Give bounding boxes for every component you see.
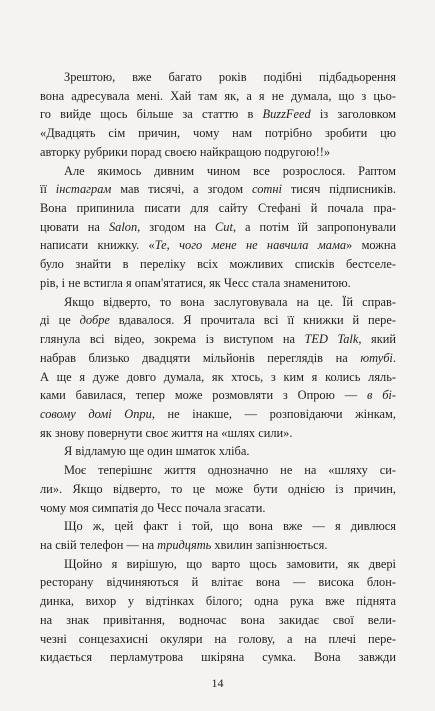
text-run: . xyxy=(392,350,396,365)
text-run: «Двадцять сім причин, чому нам потрібно зробити цю xyxy=(40,126,396,141)
italic-text: совому домі Опри xyxy=(40,406,152,421)
text-line xyxy=(40,199,396,218)
text-run: ками бавилася, тепер може розмовляти з Опрою — xyxy=(40,388,367,403)
text-run: написати книжку. « xyxy=(40,238,155,253)
italic-text: добре xyxy=(79,313,110,328)
italic-text: інстаграм xyxy=(55,182,112,197)
text-run: ли». Якщо відверто, то це може бути однією із причин, xyxy=(40,481,396,496)
text-run: на свій телефон — на xyxy=(40,537,158,552)
italic-text: тридцять xyxy=(157,537,212,552)
text-line xyxy=(40,648,396,667)
text-line xyxy=(40,592,396,611)
text-run: із заголовком xyxy=(310,107,396,122)
text-line xyxy=(40,499,396,518)
italic-text: TED Talk xyxy=(304,332,359,347)
text-line xyxy=(40,480,396,499)
text-line xyxy=(40,293,396,312)
italic-text: сотні xyxy=(252,182,282,197)
text-run: Якщо відверто, то вона заслуговувала на це. Їй справ- xyxy=(64,294,396,309)
text-run: на знак привітання, водночас вона закидає свої вели- xyxy=(40,612,396,627)
text-run: чезні сонцезахисні окуляри на голову, а на плечі пере- xyxy=(40,631,396,646)
text-run: було знайти в переліку всіх можливих списків бестселе- xyxy=(40,257,396,272)
text-run: Що ж, цей факт і той, що вона вже — я дивлюся xyxy=(64,519,396,534)
text-run: Щойно я вирішую, що варто щось замовити, як двері xyxy=(64,556,396,571)
text-line xyxy=(40,368,396,387)
text-run: Але якимось дивним чином все розрослося. Раптом xyxy=(64,163,396,178)
text-run: її xyxy=(40,182,56,197)
italic-text: BuzzFeed xyxy=(262,107,311,122)
text-line xyxy=(40,349,396,368)
text-line xyxy=(40,311,396,330)
text-line xyxy=(40,330,396,349)
italic-text: ютубі xyxy=(360,350,393,365)
text-run: тисяч підписників. xyxy=(281,182,397,197)
text-run: як знову повернути своє життя на «шлях сили». xyxy=(40,425,293,440)
text-line xyxy=(40,143,396,162)
body-text xyxy=(40,68,396,667)
text-line xyxy=(40,517,396,536)
italic-text: Salon xyxy=(108,219,138,234)
text-run: » можна xyxy=(346,238,396,253)
text-run: хвилин запізнюється. xyxy=(211,537,328,552)
text-line xyxy=(40,255,396,274)
text-run: вдавалося. Я прочитала всі її книжки й пере- xyxy=(109,313,396,328)
text-line xyxy=(40,573,396,592)
text-line xyxy=(40,180,396,199)
page-number: 14 xyxy=(211,676,224,690)
text-line xyxy=(40,162,396,181)
text-run: цювати на xyxy=(40,219,109,234)
text-line xyxy=(40,386,396,405)
text-line xyxy=(40,424,396,443)
text-run: Моє теперішнє життя однозначно не на «шляху си- xyxy=(64,463,396,478)
text-run: Зрештою, вже багато років подібні підбадьорення xyxy=(64,70,396,84)
text-line xyxy=(40,236,396,255)
text-line xyxy=(40,218,396,237)
text-run: мав тисячі, а згодом xyxy=(111,182,252,197)
text-run: динка, вихор у відтінках білого; одна рука вже піднята xyxy=(40,594,396,609)
text-line xyxy=(40,442,396,461)
text-line xyxy=(40,87,396,106)
text-run: ді це xyxy=(40,313,80,328)
text-line xyxy=(40,555,396,574)
text-line xyxy=(40,611,396,630)
text-run: вона адресувала мені. Хай там як, а я не думала, що з цьо- xyxy=(40,88,396,103)
text-run: чому моя симпатія до Чесс почала згасати. xyxy=(40,500,266,515)
text-line xyxy=(40,630,396,649)
text-run: , згодом на xyxy=(137,219,216,234)
italic-text: Cut xyxy=(215,219,233,234)
text-run: А ще я дуже довго думала, як хтось, з ким я колись ляль- xyxy=(40,369,396,384)
text-run: Я відламую ще один шматок хліба. xyxy=(64,444,250,459)
text-line xyxy=(40,124,396,143)
text-run: набрав близько двадцяти мільйонів переглядів на xyxy=(40,350,361,365)
text-line xyxy=(40,536,396,555)
text-line xyxy=(40,461,396,480)
text-run: , а потім їй запропонували xyxy=(232,219,396,234)
text-line xyxy=(40,105,396,124)
text-line xyxy=(40,405,396,424)
text-run: рів, і не встигла я опам'ятатися, як Чесс стала знаменитою. xyxy=(40,275,351,290)
text-run: ресторану відчиняються й влітає вона — висока блон- xyxy=(40,575,396,590)
text-line xyxy=(40,68,396,87)
text-run: кидається перламутрова шкіряна сумка. Вона завжди xyxy=(40,650,396,665)
text-run: , який xyxy=(358,332,396,347)
italic-text: Те, чого мене не навчила мама xyxy=(154,238,347,253)
text-line xyxy=(40,274,396,293)
text-run: го вийде щось більше за статтю в xyxy=(40,107,263,122)
italic-text: в бі- xyxy=(366,388,396,403)
text-run: , не інакше, — розповідаючи жінкам, xyxy=(151,406,396,421)
text-run: Вона припинила писати для сайту Стефані й почала пра- xyxy=(40,201,396,216)
text-run: глянула всі відео, зокрема із виступом на xyxy=(40,332,305,347)
text-run: авторку рубрики порад своєю найкращою подругою!!» xyxy=(40,144,331,159)
